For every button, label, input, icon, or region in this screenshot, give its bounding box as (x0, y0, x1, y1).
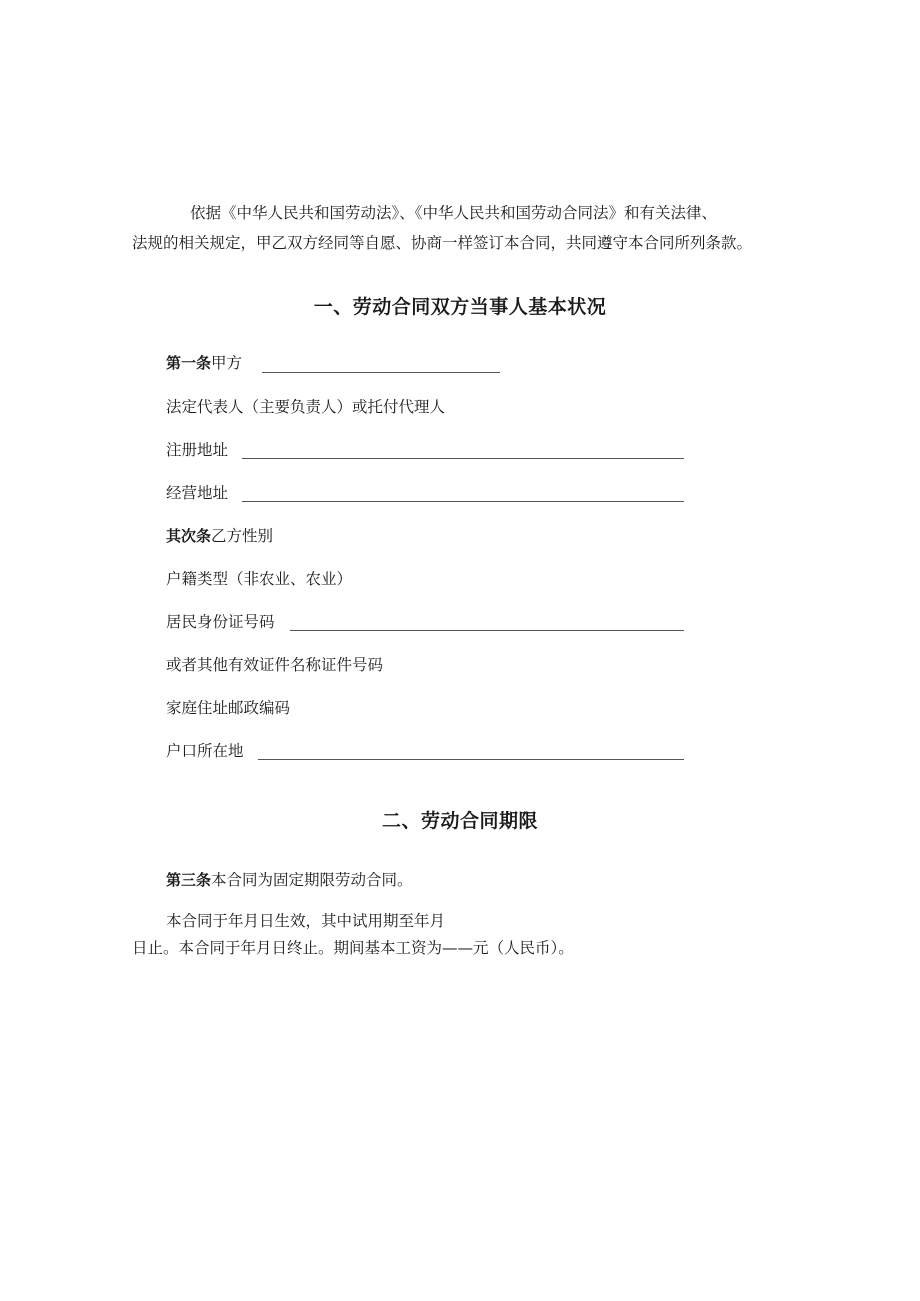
article-3-label: 第三条 (166, 871, 212, 889)
registered-address-blank[interactable] (242, 458, 684, 459)
intro-line-1: 依据《中华人民共和国劳动法》、《中华人民共和国劳动合同法》和有关法律、 (190, 204, 718, 222)
business-address-blank[interactable] (242, 501, 684, 502)
article-2-party-b (166, 525, 273, 547)
article-2-label: 其次条 (166, 527, 212, 545)
intro-line-2: 法规的相关规定，甲乙双方经同等自愿、协商一样签订本合同，共同遵守本合同所列条款。 (132, 234, 753, 252)
section-2-heading: 二、劳动合同期限 (381, 810, 538, 832)
registered-address-label: 注册地址 (166, 441, 229, 459)
contract-term-line-1: 本合同于年月日生效，其中试用期至年月 (166, 912, 446, 930)
article-3-text: 本合同为固定期限劳动合同。 (211, 871, 413, 889)
hukou-location-blank[interactable] (258, 759, 684, 760)
article-3 (166, 869, 413, 891)
intro-paragraph (132, 198, 792, 258)
article-1-label: 第一条 (166, 354, 212, 372)
business-address-label: 经营地址 (166, 484, 229, 502)
party-a-blank[interactable] (262, 372, 500, 373)
hukou-location-label: 户口所在地 (166, 742, 244, 760)
article-2-text: 乙方性别 (211, 527, 274, 545)
legal-representative: 法定代表人（主要负责人）或托付代理人 (166, 398, 446, 416)
id-number-blank[interactable] (290, 630, 684, 631)
id-number-label: 居民身份证号码 (166, 613, 275, 631)
other-id-label: 或者其他有效证件名称证件号码 (166, 656, 384, 674)
household-type: 户籍类型（非农业、农业） (166, 570, 353, 588)
article-1-text: 甲方 (211, 354, 243, 372)
article-1-party-a (166, 352, 242, 374)
contract-term-line-2: 日止。本合同于年月日终止。期间基本工资为——元（人民币）。 (132, 939, 574, 957)
home-address-label: 家庭住址邮政编码 (166, 699, 291, 717)
section-1-heading: 一、劳动合同双方当事人基本状况 (313, 296, 607, 318)
